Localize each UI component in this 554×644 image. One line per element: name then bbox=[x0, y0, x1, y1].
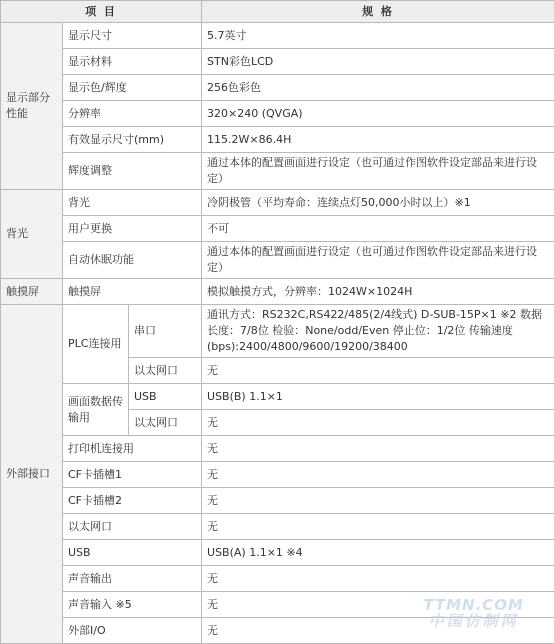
row-value: STN彩色LCD bbox=[202, 49, 554, 75]
header-item: 项 目 bbox=[1, 1, 202, 23]
row-value: 无 bbox=[202, 566, 554, 592]
table-row bbox=[1, 101, 554, 127]
row-label: 用户更换 bbox=[63, 216, 202, 242]
table-row bbox=[1, 514, 554, 540]
row-value: 无 bbox=[202, 462, 554, 488]
row-label: 声音输出 bbox=[63, 566, 202, 592]
row-label: USB bbox=[63, 540, 202, 566]
transfer-usb-label: USB bbox=[129, 384, 202, 410]
transfer-usb-value: USB(B) 1.1×1 bbox=[202, 384, 554, 410]
table-row bbox=[1, 436, 554, 462]
row-value: 不可 bbox=[202, 216, 554, 242]
header-row bbox=[1, 1, 554, 23]
table-row bbox=[1, 153, 554, 190]
row-label: 打印机连接用 bbox=[63, 436, 202, 462]
row-value: 5.7英寸 bbox=[202, 23, 554, 49]
section-label-display: 显示部分性能 bbox=[1, 23, 63, 190]
row-label: 外部I/O bbox=[63, 618, 202, 644]
row-label: 显示尺寸 bbox=[63, 23, 202, 49]
table-row bbox=[1, 279, 554, 305]
row-value: 320×240 (QVGA) bbox=[202, 101, 554, 127]
row-label: 声音输入 ※5 bbox=[63, 592, 202, 618]
watermark-line1: TTMN.COM bbox=[423, 597, 524, 613]
plc-ethernet-label: 以太网口 bbox=[129, 358, 202, 384]
transfer-label: 画面数据传输用 bbox=[63, 384, 129, 436]
transfer-ethernet-label: 以太网口 bbox=[129, 410, 202, 436]
table-row bbox=[1, 190, 554, 216]
table-row bbox=[1, 488, 554, 514]
row-value: 通过本体的配置画面进行设定（也可通过作图软件设定部品来进行设定） bbox=[202, 153, 554, 190]
row-label: 显示材料 bbox=[63, 49, 202, 75]
table-row bbox=[1, 462, 554, 488]
row-label: 辉度调整 bbox=[63, 153, 202, 190]
row-value: 通过本体的配置画面进行设定（也可通过作图软件设定部品来进行设定） bbox=[202, 242, 554, 279]
row-value: 无 bbox=[202, 514, 554, 540]
row-value: 模拟触摸方式，分辨率：1024W×1024H bbox=[202, 279, 554, 305]
transfer-ethernet-value: 无 bbox=[202, 410, 554, 436]
table-row bbox=[1, 384, 554, 410]
row-value: 无 bbox=[202, 618, 554, 644]
watermark-line2: 中国仿制网 bbox=[423, 613, 524, 629]
row-value: 冷阴极管（平均寿命：连续点灯50,000小时以上）※1 bbox=[202, 190, 554, 216]
row-label: 以太网口 bbox=[63, 514, 202, 540]
row-value: 256色彩色 bbox=[202, 75, 554, 101]
plc-label: PLC连接用 bbox=[63, 305, 129, 384]
section-label-backlight: 背光 bbox=[1, 190, 63, 279]
watermark bbox=[423, 597, 524, 629]
row-value: USB(A) 1.1×1 ※4 bbox=[202, 540, 554, 566]
serial-value: 通讯方式：RS232C,RS422/485(2/4线式) D-SUB-15P×1 ※2 数据长度：7/8位 检验：None/odd/Even 停止位：1/2位 传输速度(bps):2400/4800/9600/19200/38400 bbox=[202, 305, 554, 358]
table-row bbox=[1, 305, 554, 358]
table-row bbox=[1, 566, 554, 592]
table-row bbox=[1, 216, 554, 242]
table-row bbox=[1, 49, 554, 75]
row-label: 自动休眠功能 bbox=[63, 242, 202, 279]
section-label-external: 外部接口 bbox=[1, 305, 63, 644]
table-row bbox=[1, 75, 554, 101]
row-label: CF卡插槽1 bbox=[63, 462, 202, 488]
row-label: 触摸屏 bbox=[63, 279, 202, 305]
row-label: 显示色/辉度 bbox=[63, 75, 202, 101]
table-row bbox=[1, 540, 554, 566]
row-label: 有效显示尺寸(mm) bbox=[63, 127, 202, 153]
row-label: CF卡插槽2 bbox=[63, 488, 202, 514]
row-value: 无 bbox=[202, 592, 554, 618]
row-label: 背光 bbox=[63, 190, 202, 216]
serial-label: 串口 bbox=[129, 305, 202, 358]
table-row bbox=[1, 23, 554, 49]
row-value: 无 bbox=[202, 436, 554, 462]
row-label: 分辨率 bbox=[63, 101, 202, 127]
plc-ethernet-value: 无 bbox=[202, 358, 554, 384]
row-value: 无 bbox=[202, 488, 554, 514]
table-row bbox=[1, 127, 554, 153]
table-row bbox=[1, 242, 554, 279]
header-spec: 规 格 bbox=[202, 1, 554, 23]
section-label-touch: 触摸屏 bbox=[1, 279, 63, 305]
row-value: 115.2W×86.4H bbox=[202, 127, 554, 153]
